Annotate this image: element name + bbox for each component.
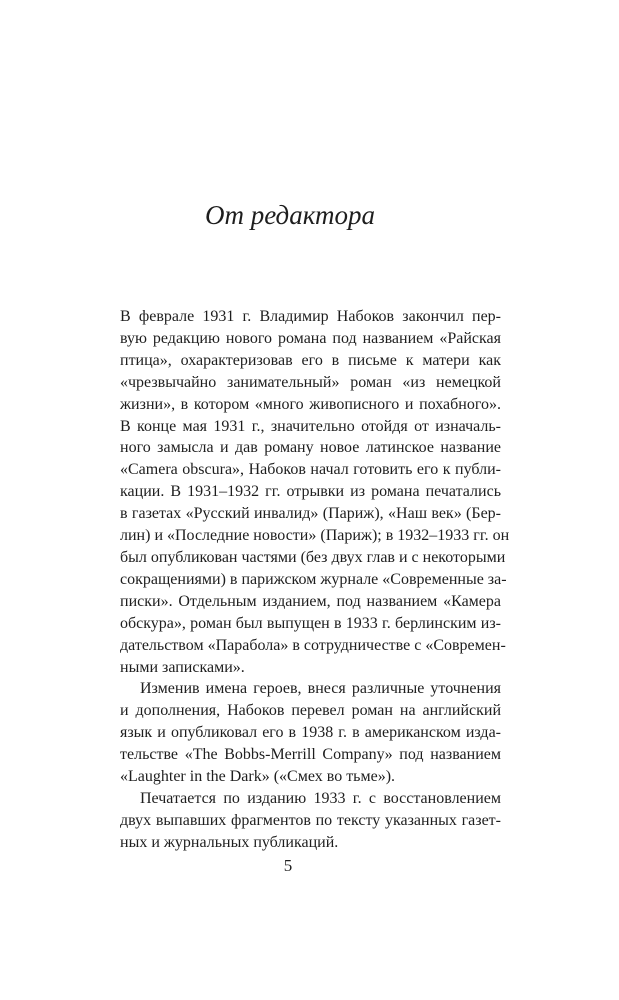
text-line: Печатается по изданию 1933 г. с восстановлением bbox=[140, 789, 501, 807]
text-line: В конце мая 1931 г., значительно отойдя от изначаль- bbox=[120, 417, 501, 435]
text-line: кации. В 1931–1932 гг. отрывки из романа печатались bbox=[120, 483, 501, 501]
text-line: тельстве «The Bobbs-Merrill Company» под названием bbox=[120, 746, 501, 764]
text-line: «чрезвычайно занимательный» роман «из немецкой bbox=[120, 373, 501, 391]
text-line: двух выпавших фрагментов по тексту указанных газет- bbox=[120, 811, 501, 829]
text-line: лин) и «Последние новости» (Париж); в 1932–1933 гг. он bbox=[120, 527, 510, 545]
text-line: ных и журнальных публикаций. bbox=[120, 833, 339, 851]
text-line: вую редакцию нового романа под названием «Райская bbox=[120, 329, 501, 347]
text-line: ными записками». bbox=[120, 658, 245, 676]
paragraph bbox=[120, 788, 501, 854]
text-line: был опубликован частями (без двух глав и с некоторыми bbox=[120, 548, 506, 566]
text-line: писки». Отдельным изданием, под названием «Камера bbox=[120, 592, 501, 610]
text-line: ного замысла и дав роману новое латинское название bbox=[120, 439, 501, 457]
text-line: в газетах «Русский инвалид» (Париж), «Наш век» (Бер- bbox=[120, 505, 501, 523]
text-line: «Laughter in the Dark» («Смех во тьме»). bbox=[120, 768, 396, 786]
body-text bbox=[120, 306, 510, 854]
text-line: «Camera obscura», Набоков начал готовить его к публи- bbox=[120, 461, 501, 479]
text-line: дательством «Парабола» в сотрудничестве с «Современ- bbox=[120, 636, 506, 654]
paragraph bbox=[120, 306, 510, 678]
page-title: От редактора bbox=[205, 200, 375, 230]
text-line: В феврале 1931 г. Владимир Набоков закончил пер- bbox=[120, 308, 501, 325]
text-line: обскура», роман был выпущен в 1933 г. берлинским из- bbox=[120, 614, 501, 632]
text-line: и дополнения, Набоков перевел роман на английский bbox=[120, 702, 501, 720]
text-line: птица», охарактеризовав его в письме к матери как bbox=[120, 351, 501, 369]
text-line: язык и опубликовал его в 1938 г. в американском изда- bbox=[120, 724, 501, 742]
paragraph bbox=[120, 678, 501, 788]
text-line: Изменив имена героев, внеся различные уточнения bbox=[140, 680, 501, 698]
text-line: жизни», в котором «много живописного и похабного». bbox=[120, 395, 501, 413]
page-number: 5 bbox=[283, 856, 293, 875]
text-line: сокращениями) в парижском журнале «Современные за- bbox=[120, 570, 507, 588]
